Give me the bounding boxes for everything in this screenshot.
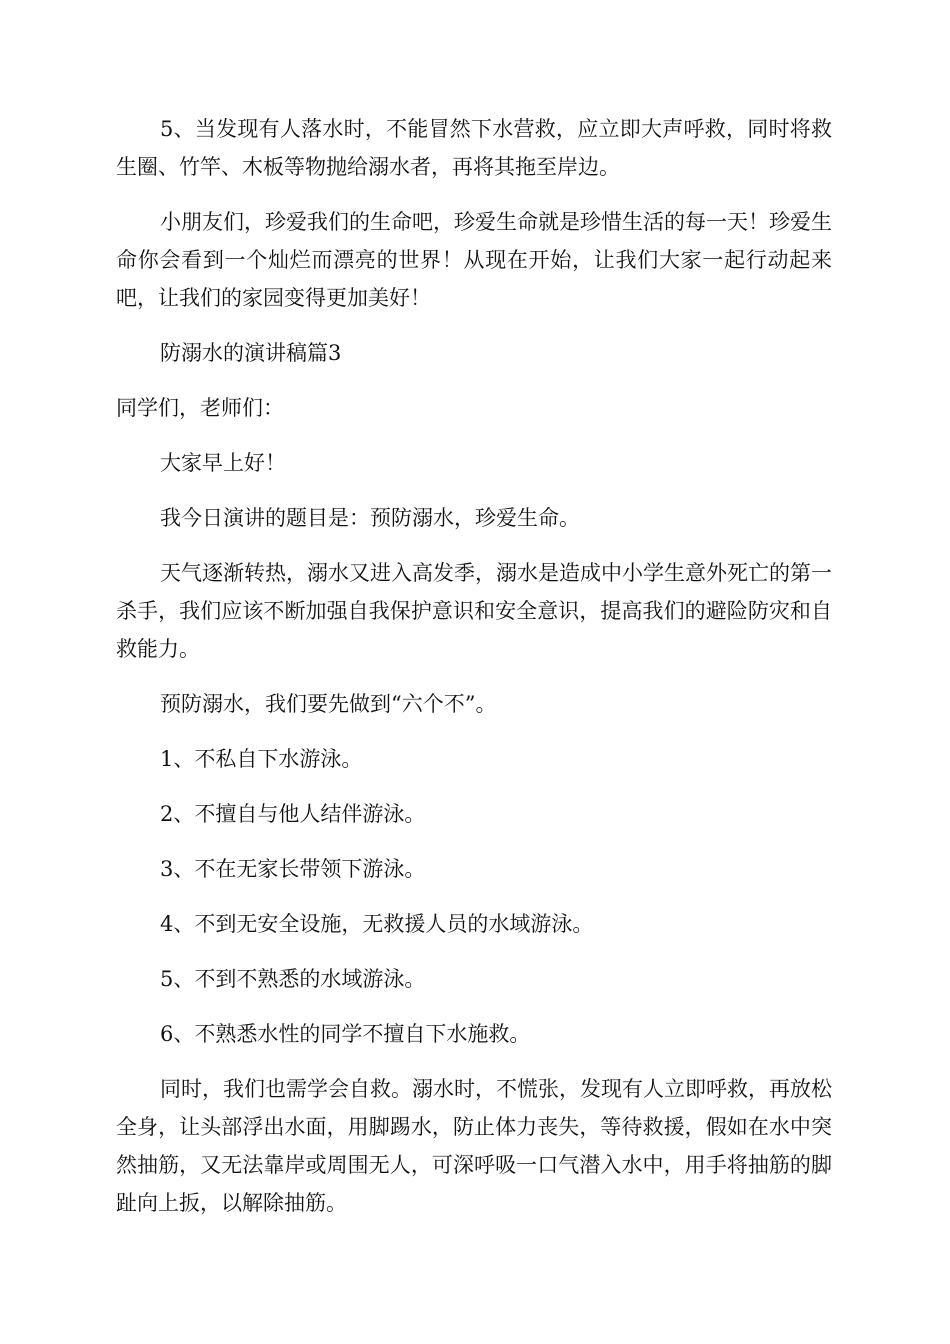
list-item-rule-1: 1、不私自下水游泳。 [160, 747, 363, 771]
list-item-rule-5: 5、不到不熟悉的水域游泳。 [160, 967, 426, 991]
paragraph-rescue-tip-5: 5、当发现有人落水时，不能冒然下水营救，应立即大声呼救，同时将救生圈、竹竿、木板等物抛给溺水者，再将其拖至岸边。 [116, 117, 832, 179]
section-heading: 防溺水的演讲稿篇3 [160, 341, 342, 365]
list-item-rule-2: 2、不擅自与他人结伴游泳。 [160, 802, 426, 826]
paragraph-six-rules-intro: 预防溺水，我们要先做到“六个不”。 [160, 692, 497, 716]
greeting: 大家早上好！ [160, 451, 286, 475]
list-item-rule-6: 6、不熟悉水性的同学不擅自下水施救。 [160, 1022, 531, 1046]
salutation: 同学们，老师们： [116, 396, 284, 420]
paragraph-self-rescue: 同时，我们也需学会自救。溺水时，不慌张，发现有人立即呼救，再放松全身，让头部浮出水面，用脚踢水，防止体力丧失，等待救援，假如在水中突然抽筋，又无法靠岸或周围无人，可深呼吸一口气潜入水中，用手将抽筋的脚趾向上扳，以解除抽筋。 [116, 1077, 832, 1215]
speech-topic: 我今日演讲的题目是：预防溺水，珍爱生命。 [160, 506, 580, 530]
paragraph-cherish-life: 小朋友们，珍爱我们的生命吧，珍爱生命就是珍惜生活的每一天！珍爱生命你会看到一个灿烂而漂亮的世界！从现在开始，让我们大家一起行动起来吧，让我们的家园变得更加美好！ [116, 210, 832, 310]
list-item-rule-4: 4、不到无安全设施，无救援人员的水域游泳。 [160, 912, 594, 936]
document-body [116, 110, 832, 1239]
paragraph-introduction: 天气逐渐转热，溺水又进入高发季，溺水是造成中小学生意外死亡的第一杀手，我们应该不断加强自我保护意识和安全意识，提高我们的避险防灾和自救能力。 [116, 561, 832, 661]
list-item-rule-3: 3、不在无家长带领下游泳。 [160, 857, 426, 881]
